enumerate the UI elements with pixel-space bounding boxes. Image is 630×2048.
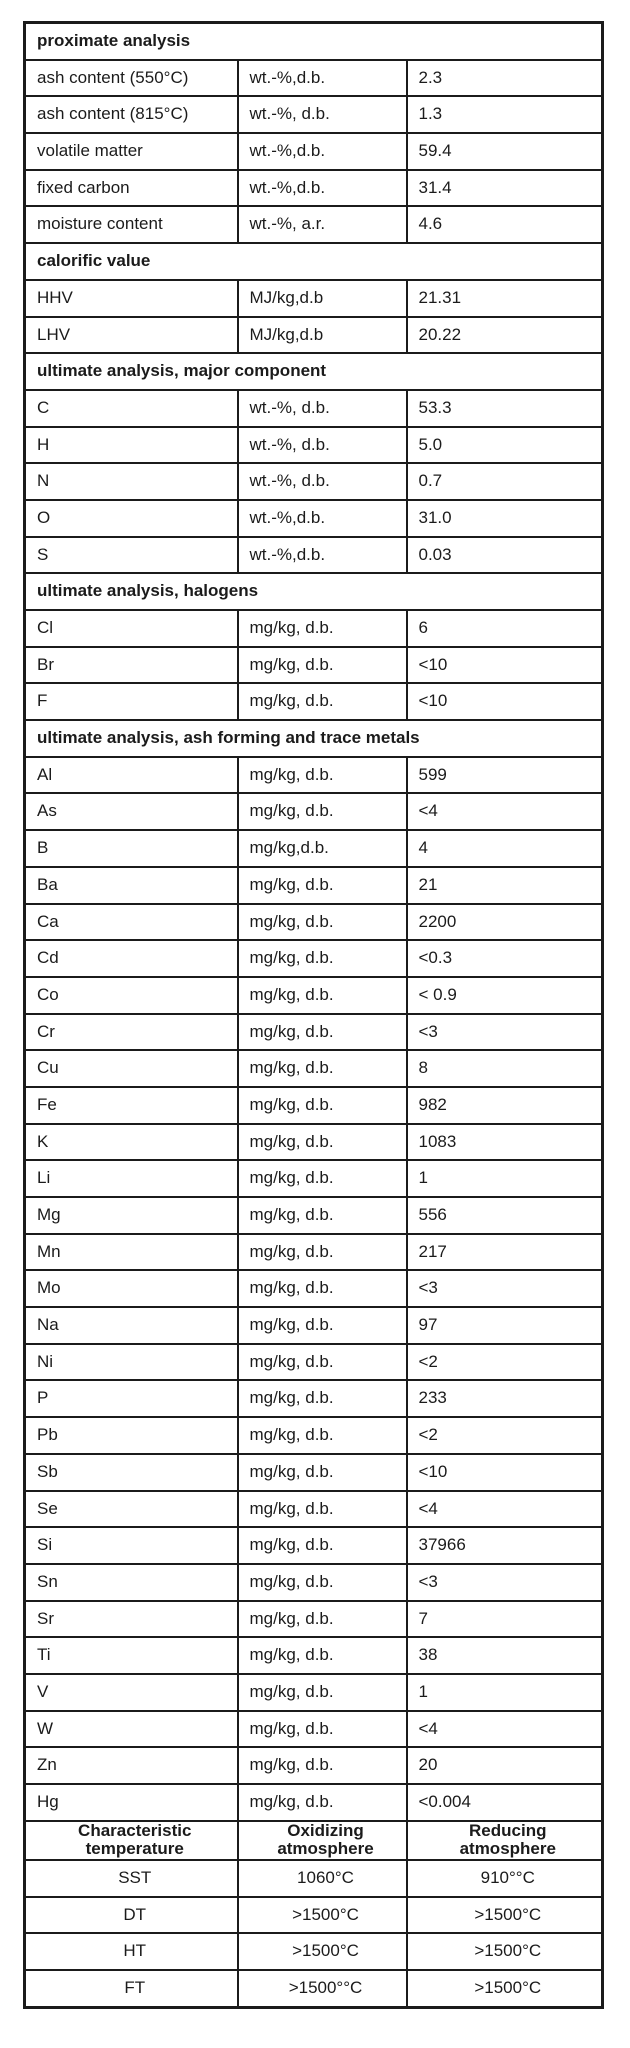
table-row — [25, 1270, 603, 1307]
table-row — [25, 133, 603, 170]
ct-oxidizing-cell: >1500°C — [238, 1897, 407, 1934]
unit-cell: mg/kg, d.b. — [238, 1234, 407, 1271]
value-cell: <4 — [407, 1491, 603, 1528]
table-row — [25, 1160, 603, 1197]
parameter-cell: Cl — [25, 610, 238, 647]
characteristic-temperature-row — [25, 1933, 603, 1970]
unit-cell: mg/kg, d.b. — [238, 1491, 407, 1528]
ct-temperature-cell: SST — [25, 1860, 238, 1897]
table-row — [25, 1491, 603, 1528]
unit-cell: mg/kg, d.b. — [238, 904, 407, 941]
parameter-cell: As — [25, 793, 238, 830]
fuel-analysis-table — [23, 21, 604, 2009]
header-line: atmosphere — [459, 1839, 556, 1859]
characteristic-temperature-row — [25, 1897, 603, 1934]
table-row — [25, 1784, 603, 1821]
section-header-row — [25, 243, 603, 280]
unit-cell: mg/kg, d.b. — [238, 1564, 407, 1601]
value-cell: 31.4 — [407, 170, 603, 207]
value-cell: <2 — [407, 1417, 603, 1454]
parameter-cell: Cd — [25, 940, 238, 977]
value-cell: <0.004 — [407, 1784, 603, 1821]
ct-temperature-cell: DT — [25, 1897, 238, 1934]
characteristic-temperature-row — [25, 1860, 603, 1897]
table-row — [25, 830, 603, 867]
section-header-row — [25, 573, 603, 610]
table-row — [25, 390, 603, 427]
table-row — [25, 280, 603, 317]
unit-cell: mg/kg, d.b. — [238, 1380, 407, 1417]
table-row — [25, 610, 603, 647]
value-cell: 21 — [407, 867, 603, 904]
unit-cell: MJ/kg,d.b — [238, 317, 407, 354]
unit-cell: mg/kg, d.b. — [238, 1270, 407, 1307]
unit-cell: mg/kg, d.b. — [238, 1087, 407, 1124]
parameter-cell: Sn — [25, 1564, 238, 1601]
analysis-table-body — [25, 23, 603, 2008]
unit-cell: wt.-%, d.b. — [238, 96, 407, 133]
unit-cell: mg/kg, d.b. — [238, 1674, 407, 1711]
header-line: Reducing — [469, 1820, 547, 1840]
value-cell: 2.3 — [407, 60, 603, 97]
parameter-cell: N — [25, 463, 238, 500]
table-row — [25, 683, 603, 720]
header-line: temperature — [85, 1839, 184, 1859]
value-cell: <4 — [407, 793, 603, 830]
unit-cell: mg/kg, d.b. — [238, 647, 407, 684]
unit-cell: MJ/kg,d.b — [238, 280, 407, 317]
parameter-cell: Li — [25, 1160, 238, 1197]
ct-oxidizing-cell: 1060°C — [238, 1860, 407, 1897]
table-row — [25, 1087, 603, 1124]
parameter-cell: F — [25, 683, 238, 720]
value-cell: <10 — [407, 647, 603, 684]
unit-cell: mg/kg, d.b. — [238, 1160, 407, 1197]
parameter-cell: Cr — [25, 1014, 238, 1051]
unit-cell: mg/kg, d.b. — [238, 1197, 407, 1234]
table-row — [25, 1344, 603, 1381]
value-cell: <3 — [407, 1564, 603, 1601]
value-cell: 556 — [407, 1197, 603, 1234]
unit-cell: mg/kg, d.b. — [238, 1417, 407, 1454]
table-row — [25, 1417, 603, 1454]
value-cell: <4 — [407, 1711, 603, 1748]
value-cell: 2200 — [407, 904, 603, 941]
header-line: Oxidizing — [287, 1820, 364, 1840]
parameter-cell: Ni — [25, 1344, 238, 1381]
unit-cell: wt.-%,d.b. — [238, 133, 407, 170]
parameter-cell: W — [25, 1711, 238, 1748]
ct-oxidizing-cell: >1500°°C — [238, 1970, 407, 2007]
unit-cell: mg/kg, d.b. — [238, 867, 407, 904]
table-row — [25, 1050, 603, 1087]
parameter-cell: Al — [25, 757, 238, 794]
ct-reducing-cell: >1500°C — [407, 1897, 603, 1934]
parameter-cell: Se — [25, 1491, 238, 1528]
table-row — [25, 1637, 603, 1674]
parameter-cell: Zn — [25, 1747, 238, 1784]
table-row — [25, 647, 603, 684]
value-cell: 1 — [407, 1160, 603, 1197]
parameter-cell: moisture content — [25, 206, 238, 243]
unit-cell: mg/kg, d.b. — [238, 1124, 407, 1161]
table-row — [25, 1711, 603, 1748]
characteristic-temperature-header-cell — [25, 1821, 238, 1860]
table-row — [25, 1601, 603, 1638]
table-row — [25, 1674, 603, 1711]
section-header: ultimate analysis, halogens — [25, 573, 603, 610]
table-row — [25, 1307, 603, 1344]
value-cell: 1 — [407, 1674, 603, 1711]
unit-cell: mg/kg, d.b. — [238, 1637, 407, 1674]
value-cell: <10 — [407, 1454, 603, 1491]
unit-cell: mg/kg, d.b. — [238, 1527, 407, 1564]
parameter-cell: Br — [25, 647, 238, 684]
characteristic-temperature-header-row — [25, 1821, 603, 1860]
section-header: ultimate analysis, ash forming and trace metals — [25, 720, 603, 757]
table-row — [25, 1527, 603, 1564]
table-row — [25, 1197, 603, 1234]
unit-cell: wt.-%,d.b. — [238, 60, 407, 97]
unit-cell: mg/kg, d.b. — [238, 1747, 407, 1784]
value-cell: 1083 — [407, 1124, 603, 1161]
value-cell: 7 — [407, 1601, 603, 1638]
parameter-cell: fixed carbon — [25, 170, 238, 207]
table-row — [25, 206, 603, 243]
parameter-cell: Si — [25, 1527, 238, 1564]
section-header: ultimate analysis, major component — [25, 353, 603, 390]
unit-cell: mg/kg, d.b. — [238, 683, 407, 720]
characteristic-temperature-header-cell — [238, 1821, 407, 1860]
parameter-cell: Ti — [25, 1637, 238, 1674]
value-cell: 21.31 — [407, 280, 603, 317]
unit-cell: mg/kg, d.b. — [238, 1601, 407, 1638]
unit-cell: wt.-%,d.b. — [238, 500, 407, 537]
section-header: calorific value — [25, 243, 603, 280]
table-row — [25, 867, 603, 904]
parameter-cell: V — [25, 1674, 238, 1711]
value-cell: 6 — [407, 610, 603, 647]
parameter-cell: Mn — [25, 1234, 238, 1271]
table-row — [25, 170, 603, 207]
table-row — [25, 96, 603, 133]
table-row — [25, 904, 603, 941]
parameter-cell: C — [25, 390, 238, 427]
table-row — [25, 317, 603, 354]
unit-cell: mg/kg, d.b. — [238, 977, 407, 1014]
unit-cell: mg/kg, d.b. — [238, 1050, 407, 1087]
table-row — [25, 1380, 603, 1417]
value-cell: <3 — [407, 1270, 603, 1307]
unit-cell: wt.-%,d.b. — [238, 170, 407, 207]
ct-reducing-cell: >1500°C — [407, 1970, 603, 2007]
ct-reducing-cell: 910°°C — [407, 1860, 603, 1897]
unit-cell: wt.-%,d.b. — [238, 537, 407, 574]
parameter-cell: P — [25, 1380, 238, 1417]
parameter-cell: Fe — [25, 1087, 238, 1124]
parameter-cell: Cu — [25, 1050, 238, 1087]
section-header-row — [25, 720, 603, 757]
value-cell: 97 — [407, 1307, 603, 1344]
parameter-cell: Co — [25, 977, 238, 1014]
value-cell: <3 — [407, 1014, 603, 1051]
value-cell: <10 — [407, 683, 603, 720]
table-row — [25, 1124, 603, 1161]
parameter-cell: B — [25, 830, 238, 867]
table-row — [25, 427, 603, 464]
unit-cell: mg/kg, d.b. — [238, 1711, 407, 1748]
parameter-cell: Mg — [25, 1197, 238, 1234]
value-cell: 0.03 — [407, 537, 603, 574]
parameter-cell: volatile matter — [25, 133, 238, 170]
unit-cell: mg/kg, d.b. — [238, 1784, 407, 1821]
value-cell: 20 — [407, 1747, 603, 1784]
value-cell: < 0.9 — [407, 977, 603, 1014]
table-row — [25, 757, 603, 794]
unit-cell: mg/kg, d.b. — [238, 940, 407, 977]
header-line: Characteristic — [78, 1820, 192, 1840]
unit-cell: mg/kg, d.b. — [238, 1454, 407, 1491]
value-cell: 982 — [407, 1087, 603, 1124]
section-header-row — [25, 353, 603, 390]
value-cell: 4 — [407, 830, 603, 867]
ct-oxidizing-cell: >1500°C — [238, 1933, 407, 1970]
section-header-row — [25, 23, 603, 60]
value-cell: 599 — [407, 757, 603, 794]
parameter-cell: LHV — [25, 317, 238, 354]
parameter-cell: Sr — [25, 1601, 238, 1638]
unit-cell: mg/kg, d.b. — [238, 610, 407, 647]
unit-cell: mg/kg,d.b. — [238, 830, 407, 867]
table-row — [25, 60, 603, 97]
parameter-cell: ash content (550°C) — [25, 60, 238, 97]
parameter-cell: O — [25, 500, 238, 537]
parameter-cell: ash content (815°C) — [25, 96, 238, 133]
value-cell: 217 — [407, 1234, 603, 1271]
unit-cell: mg/kg, d.b. — [238, 793, 407, 830]
value-cell: 5.0 — [407, 427, 603, 464]
value-cell: 8 — [407, 1050, 603, 1087]
value-cell: 59.4 — [407, 133, 603, 170]
value-cell: 20.22 — [407, 317, 603, 354]
parameter-cell: Mo — [25, 1270, 238, 1307]
parameter-cell: Sb — [25, 1454, 238, 1491]
table-row — [25, 1234, 603, 1271]
parameter-cell: Pb — [25, 1417, 238, 1454]
parameter-cell: H — [25, 427, 238, 464]
table-row — [25, 537, 603, 574]
value-cell: <2 — [407, 1344, 603, 1381]
table-row — [25, 1014, 603, 1051]
unit-cell: wt.-%, d.b. — [238, 390, 407, 427]
characteristic-temperature-header-cell — [407, 1821, 603, 1860]
parameter-cell: HHV — [25, 280, 238, 317]
value-cell: 0.7 — [407, 463, 603, 500]
table-row — [25, 793, 603, 830]
header-line: atmosphere — [277, 1839, 374, 1859]
parameter-cell: Na — [25, 1307, 238, 1344]
value-cell: <0.3 — [407, 940, 603, 977]
table-row — [25, 463, 603, 500]
unit-cell: mg/kg, d.b. — [238, 1014, 407, 1051]
table-row — [25, 1747, 603, 1784]
parameter-cell: Ca — [25, 904, 238, 941]
table-row — [25, 977, 603, 1014]
ct-temperature-cell: HT — [25, 1933, 238, 1970]
table-row — [25, 1454, 603, 1491]
table-row — [25, 500, 603, 537]
parameter-cell: K — [25, 1124, 238, 1161]
characteristic-temperature-row — [25, 1970, 603, 2007]
unit-cell: mg/kg, d.b. — [238, 1307, 407, 1344]
parameter-cell: S — [25, 537, 238, 574]
value-cell: 1.3 — [407, 96, 603, 133]
parameter-cell: Ba — [25, 867, 238, 904]
section-header: proximate analysis — [25, 23, 603, 60]
value-cell: 31.0 — [407, 500, 603, 537]
table-row — [25, 940, 603, 977]
value-cell: 4.6 — [407, 206, 603, 243]
table-row — [25, 1564, 603, 1601]
unit-cell: wt.-%, d.b. — [238, 427, 407, 464]
parameter-cell: Hg — [25, 1784, 238, 1821]
value-cell: 37966 — [407, 1527, 603, 1564]
ct-reducing-cell: >1500°C — [407, 1933, 603, 1970]
unit-cell: wt.-%, d.b. — [238, 463, 407, 500]
unit-cell: wt.-%, a.r. — [238, 206, 407, 243]
unit-cell: mg/kg, d.b. — [238, 757, 407, 794]
value-cell: 38 — [407, 1637, 603, 1674]
value-cell: 233 — [407, 1380, 603, 1417]
value-cell: 53.3 — [407, 390, 603, 427]
unit-cell: mg/kg, d.b. — [238, 1344, 407, 1381]
ct-temperature-cell: FT — [25, 1970, 238, 2007]
